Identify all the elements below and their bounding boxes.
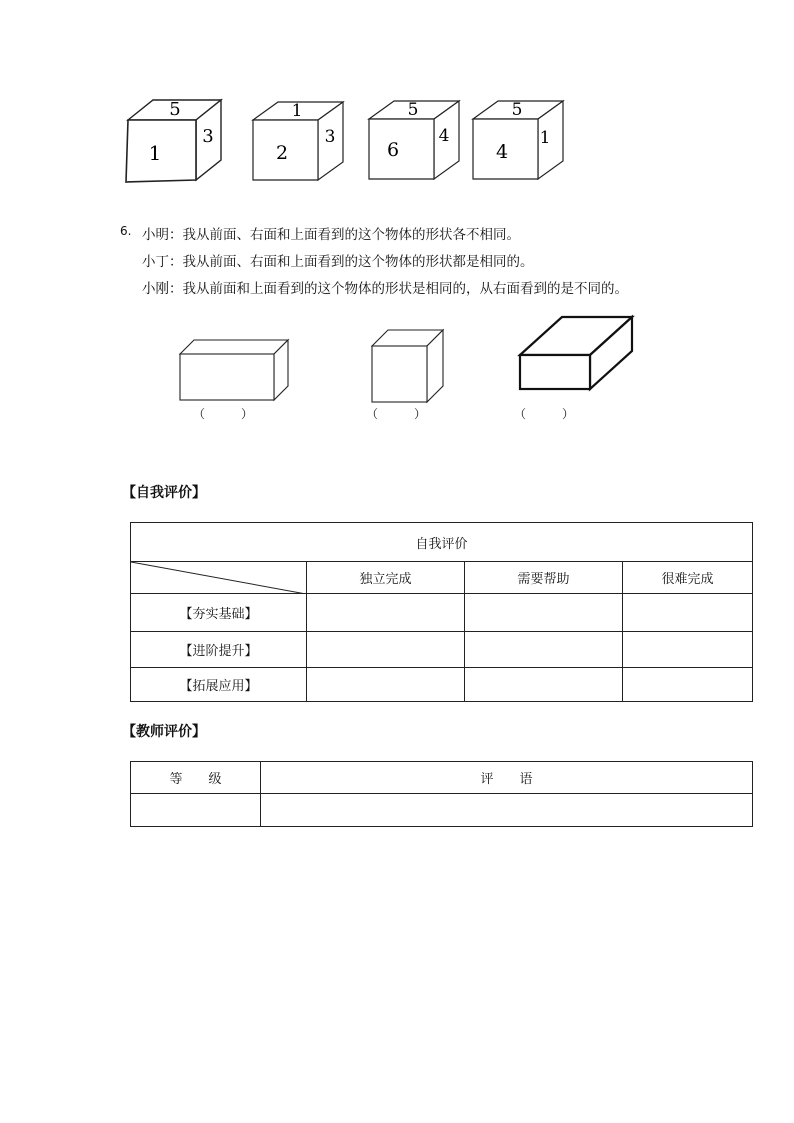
die-1 [118, 98, 226, 188]
grade-cell[interactable] [131, 794, 261, 827]
comment-header: 评 语 [261, 762, 753, 794]
die-3-right: 4 [438, 126, 450, 146]
table-row [131, 632, 753, 668]
table-cell[interactable] [623, 668, 753, 702]
die-4 [470, 99, 566, 183]
solid-cube [370, 328, 446, 404]
die-4-top: 5 [511, 100, 523, 120]
diagonal-line [131, 562, 306, 594]
table-cell[interactable] [307, 632, 465, 668]
answer-blank-1[interactable]: （ ） [193, 407, 254, 421]
row-header: 【拓展应用】 [131, 668, 307, 702]
solid-flat-box [518, 313, 636, 391]
statement-xiaoding: 小丁：我从前面、右面和上面看到的这个物体的形状都是相同的。 [142, 254, 534, 270]
column-header: 很难完成 [623, 562, 753, 594]
self-eval-table-title: 自我评价 [131, 523, 753, 562]
answer-blank-2[interactable]: （ ） [366, 407, 427, 421]
column-header: 需要帮助 [465, 562, 623, 594]
die-4-front: 4 [495, 141, 509, 163]
die-3-front: 6 [386, 139, 400, 161]
die-1-right: 3 [202, 126, 214, 147]
row-header: 【进阶提升】 [131, 632, 307, 668]
statement-xiaogang: 小刚：我从前面和上面看到的这个物体的形状是相同的，从右面看到的是不同的。 [142, 281, 628, 297]
die-2-top: 1 [291, 101, 303, 121]
die-2-right: 3 [324, 127, 336, 147]
column-header: 独立完成 [307, 562, 465, 594]
table-row [131, 594, 753, 632]
die-1-front: 1 [148, 141, 162, 165]
die-4-right: 1 [539, 128, 551, 148]
table-row [131, 668, 753, 702]
table-cell[interactable] [465, 668, 623, 702]
statement-xiaoming: 小明：我从前面、右面和上面看到的这个物体的形状各不相同。 [142, 227, 520, 243]
solid-long-box [178, 338, 292, 404]
self-eval-title: 【自我评价】 [122, 485, 206, 501]
die-1-top: 5 [169, 99, 181, 120]
die-2-front: 2 [275, 142, 289, 164]
die-2 [250, 100, 346, 184]
teacher-eval-table [130, 761, 753, 827]
comment-cell[interactable] [261, 794, 753, 827]
row-header: 【夯实基础】 [131, 594, 307, 632]
table-cell[interactable] [623, 632, 753, 668]
table-cell[interactable] [465, 632, 623, 668]
die-3 [366, 99, 462, 183]
self-eval-table [130, 522, 753, 702]
table-cell[interactable] [623, 594, 753, 632]
table-cell[interactable] [465, 594, 623, 632]
die-3-top: 5 [407, 100, 419, 120]
answer-blank-3[interactable]: （ ） [514, 407, 575, 421]
diagonal-header-cell [131, 562, 307, 594]
grade-header: 等 级 [131, 762, 261, 794]
question-number: 6. [120, 224, 132, 238]
table-cell[interactable] [307, 594, 465, 632]
table-row [131, 794, 753, 827]
teacher-eval-title: 【教师评价】 [122, 724, 206, 740]
table-cell[interactable] [307, 668, 465, 702]
